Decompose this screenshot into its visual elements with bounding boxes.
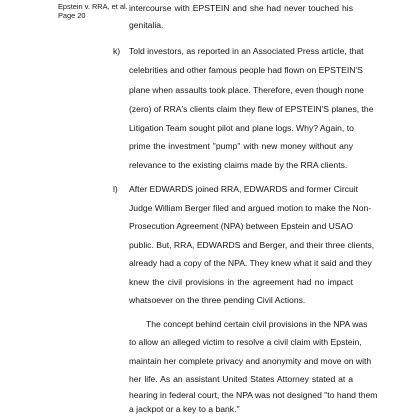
body-line-16: whatsoever on the three pending Civil Actions.: [129, 295, 306, 305]
body-line-15: knew the civil provisions in the agreement had no impact: [129, 277, 353, 287]
body-line-02: genitalia.: [129, 20, 164, 30]
body-line-04: celebrities and other famous people had flown on EPSTEIN'S: [129, 65, 363, 75]
page-header: [58, 2, 128, 21]
list-marker-k: k): [113, 46, 121, 56]
page-number: Page 20: [58, 11, 86, 21]
body-line-22: a jackpot or a key to a bank.": [129, 404, 240, 414]
list-marker-l: l): [113, 184, 118, 194]
body-line-14: already had a copy of the NPA. They knew what it said and they: [129, 258, 372, 268]
body-line-19: maintain her complete privacy and anonymity and move on with: [129, 356, 372, 366]
body-line-08: prime the investment "pump" with new money without any: [129, 141, 353, 151]
body-line-09: relevance to the existing claims made by the RRA clients.: [129, 160, 348, 170]
case-title: Epstein v. RRA, et al.: [58, 2, 128, 11]
body-line-06: (zero) of RRA's clients claim they flew of EPSTEIN'S planes, the: [129, 104, 374, 114]
body-line-10: After EDWARDS joined RRA, EDWARDS and former Circuit: [129, 184, 359, 194]
body-line-17: The concept behind certain civil provisions in the NPA was: [146, 319, 368, 329]
body-line-13: public. But, RRA, EDWARDS and Berger, and their three clients,: [129, 240, 375, 250]
body-line-11: Judge William Berger filed and argued motion to make the Non-: [129, 203, 372, 213]
body-line-20: her life. As an assistant United States Attorney stated at a: [129, 374, 353, 384]
body-line-18: to allow an alleged victim to resolve a civil claim with Epstein,: [129, 337, 362, 347]
body-line-12: Prosecution Agreement (NPA) between Epstein and USAO: [129, 221, 353, 231]
body-line-03: Told investors, as reported in an Associated Press article, that: [129, 46, 364, 56]
body-line-01: intercourse with EPSTEIN and she had never touched his: [129, 3, 353, 13]
body-line-21: hearing in federal court, the NPA was not designed "to hand them: [129, 390, 378, 400]
body-line-05: plane when assaults took place. Therefore, even though none: [129, 85, 364, 95]
body-line-07: Litigation Team sought pilot and plane logs. Why? Again, to: [129, 123, 354, 133]
